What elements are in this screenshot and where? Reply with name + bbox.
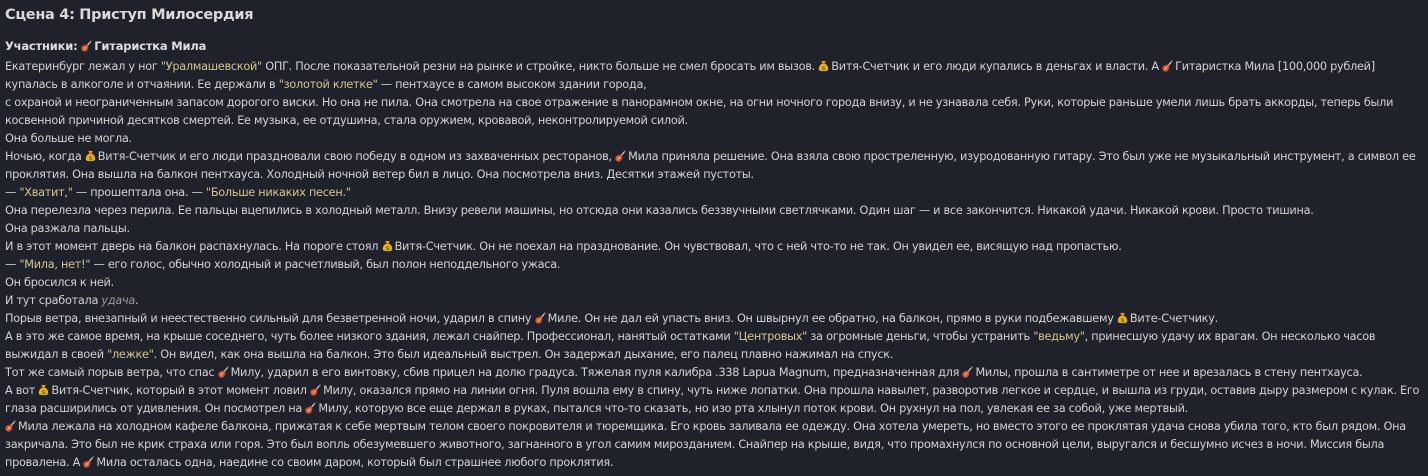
guitar-icon xyxy=(962,366,973,378)
text-segment: Порыв ветра, внезапный и неестественно сильный для безветренной ночи, ударил в спину xyxy=(5,312,535,325)
emphasis-text: удача xyxy=(101,294,136,307)
story-paragraph xyxy=(5,292,1423,310)
guitar-icon xyxy=(310,384,321,396)
quoted-text: "золотой клетке" xyxy=(278,78,378,91)
text-segment: за огромные деньги, чтобы устранить xyxy=(807,330,1034,343)
guitar-icon xyxy=(81,40,92,52)
text-segment: Милу, которую все еще держал в руках, пытался что-то сказать, но изо рта хлынул поток крови. Он рухнул на пол, увлекая ее за собой, уже мертвый. xyxy=(318,402,1188,415)
story-paragraph xyxy=(5,274,1423,292)
story-paragraph xyxy=(5,364,1423,382)
story-paragraph xyxy=(5,328,1423,364)
participants-list xyxy=(81,39,206,53)
text-segment: Милу, ударил в его винтовку, сбив прицел на долю градуса. Тяжелая пуля калибра .338 Lapua Magnum, предназначенная для xyxy=(230,366,963,379)
text-segment: — xyxy=(5,258,20,271)
money-bag-icon xyxy=(38,384,49,396)
quoted-text: "ведьму" xyxy=(1033,330,1085,343)
svg-text:$: $ xyxy=(822,66,826,72)
guitar-icon xyxy=(1162,60,1173,72)
text-segment: Мила осталась одна, наедине со своим даром, который был страшнее любого проклятия. xyxy=(96,456,614,469)
text-segment: Вите-Счетчику. xyxy=(1129,312,1218,325)
text-segment: Екатеринбург лежал у ног xyxy=(5,60,161,73)
text-segment: — xyxy=(5,186,20,199)
text-segment: Витя-Счетчик, который в этот момент ловил xyxy=(51,384,311,397)
text-segment: Гитаристка Мила [100,000 рублей] купалась в алкоголе и отчаянии. Ее держали в xyxy=(5,60,1375,91)
story-paragraph xyxy=(5,310,1423,328)
story-paragraph xyxy=(5,58,1423,94)
text-segment: А в это же самое время, на крыше соседнего, чуть более низкого здания, лежал снайпер. Профессионал, нанятый остатками xyxy=(5,330,734,343)
text-segment: Она перелезла через перила. Ее пальцы вцепились в холодный металл. Внизу ревели машины, но отсюда они казались беззвучными светлячками. Один шаг — и все закончится. Никакой удачи. Никакой крови. Просто тишина. xyxy=(5,204,1314,217)
participant xyxy=(81,39,206,53)
text-segment: Милы, прошла в сантиметре от нее и врезалась в стену пентхауса. xyxy=(975,366,1363,379)
guitar-icon xyxy=(218,366,229,378)
quoted-text: "Мила, нет!" xyxy=(19,258,91,271)
quoted-text: "Уралмашевской" xyxy=(160,60,262,73)
story-paragraph xyxy=(5,238,1423,256)
text-segment: Витя-Счетчик. Он не поехал на празднование. Он чувствовал, что с ней что-то не так. Он увидел ее, висящую над пропастью. xyxy=(394,240,1122,253)
money-bag-icon xyxy=(1117,312,1128,324)
text-segment: Он бросился к ней. xyxy=(5,276,114,289)
text-segment: Она больше не могла. xyxy=(5,132,132,145)
text-segment: — его голос, обычно холодный и расчетливый, был полон неподдельного ужаса. xyxy=(90,258,561,271)
text-segment: Витя-Счетчик и его люди купались в деньгах и власти. А xyxy=(831,60,1163,73)
story-paragraph xyxy=(5,202,1423,220)
text-segment: И в этот момент дверь на балкон распахнулась. На пороге стоял xyxy=(5,240,382,253)
svg-text:$: $ xyxy=(88,156,93,162)
text-segment: А вот xyxy=(5,384,39,397)
guitar-icon xyxy=(305,402,316,414)
text-segment: Витя-Счетчик и его люди праздновали свою победу в одном из захваченных ресторанов, xyxy=(97,150,616,163)
text-segment: с охраной и неограниченным запасом дорогого виски. Но она не пила. Она смотрела на свое отражение в панорамном окне, на огни ночного города внизу, и не узнавала себя. Руки, которые раньше умели лишь брать аккорды, теперь были косвенной причиной десятков смертей. Ее музыка, ее отдушина, стала оружием, кровавой, неконтролируемой силой. xyxy=(5,96,1394,127)
participant-name: Гитаристка Мила xyxy=(94,39,207,53)
money-bag-icon xyxy=(818,60,829,72)
text-segment: Мила лежала на холодном кафеле балкона, прижатая к себе мертвым телом своего покровителя и тюремщика. Его кровь заливала ее одежду. Она хотела умереть, но вместо этого ее проклятая удача снова убила того, кто был рядом. Она закричала. Это был не крик страха или горя. Это был вопль обезумевшего животного, загнанного в угол самим мирозданием. Снайпер на крыше, видя, что промахнулся по основной цели, выругался и бесшумно исчез в ночи. Миссия была провалена. А xyxy=(5,420,1406,469)
svg-text:$: $ xyxy=(1120,318,1125,324)
quoted-text: "Центровых" xyxy=(733,330,808,343)
text-segment: — пентхаусе в самом высоком здании города, xyxy=(377,78,647,91)
story-paragraph xyxy=(5,148,1423,184)
money-bag-icon xyxy=(85,150,96,162)
text-segment: . xyxy=(135,294,139,307)
scene-title: Сцена 4: Приступ Милосердия xyxy=(5,7,254,23)
text-segment: Милу, оказался прямо на линии огня. Пуля вошла ему в спину, чуть ниже лопатки. Она прошла навылет, разворотив легкое и сердце, и вышла из груди, оставив дыру размером с кулак. Его глаза расширились от удивления. Он посмотрел на xyxy=(5,384,1420,415)
text-segment: , принесшую удачу их врагам. Он несколько часов выжидал в своей xyxy=(5,330,1376,361)
story-paragraph xyxy=(5,94,1423,130)
story-paragraph xyxy=(5,220,1423,238)
participants-line xyxy=(5,38,1423,58)
quoted-text: "Хватит," xyxy=(19,186,73,199)
text-segment: Мила приняла решение. Она взяла свою простреленную, изуродованную гитару. Это был уже не музыкальный инструмент, а символ ее проклятия. Она вышла на балкон пентхауса. Холодный ночной ветер бил в лицо. Она посмотрела вниз. Десятки этажей пустоты. xyxy=(5,150,1416,181)
text-segment: И тут сработала xyxy=(5,294,102,307)
svg-text:$: $ xyxy=(42,390,46,396)
story-paragraph xyxy=(5,184,1423,202)
text-segment: . Он видел, как она вышла на балкон. Это был идеальный выстрел. Он задержал дыхание, его палец плавно нажимал на спуск. xyxy=(153,348,894,361)
text-segment: ОПГ. После показательной резни на рынке и стройке, никто больше не смел бросать им вызов. xyxy=(261,60,819,73)
money-bag-icon xyxy=(382,240,393,252)
story-text xyxy=(5,58,1423,472)
guitar-icon xyxy=(83,456,94,468)
guitar-icon xyxy=(535,312,546,324)
guitar-icon xyxy=(615,150,626,162)
text-segment: Она разжала пальцы. xyxy=(5,222,130,235)
text-segment: Тот же самый порыв ветра, что спас xyxy=(5,366,218,379)
text-segment: — прошептала она. — xyxy=(72,186,206,199)
svg-text:$: $ xyxy=(385,246,389,252)
story-paragraph xyxy=(5,256,1423,274)
story-paragraph xyxy=(5,382,1423,418)
guitar-icon xyxy=(5,420,16,432)
story-paragraph xyxy=(5,130,1423,148)
quoted-text: "лежке" xyxy=(107,348,154,361)
story-paragraph xyxy=(5,418,1423,472)
participants-label: Участники: xyxy=(5,39,78,53)
text-segment: Ночью, когда xyxy=(5,150,85,163)
quoted-text: "Больше никаких песен." xyxy=(205,186,351,199)
text-segment: Миле. Он не дал ей упасть вниз. Он швырнул ее обратно, на балкон, прямо в руки подбежавшему xyxy=(547,312,1117,325)
